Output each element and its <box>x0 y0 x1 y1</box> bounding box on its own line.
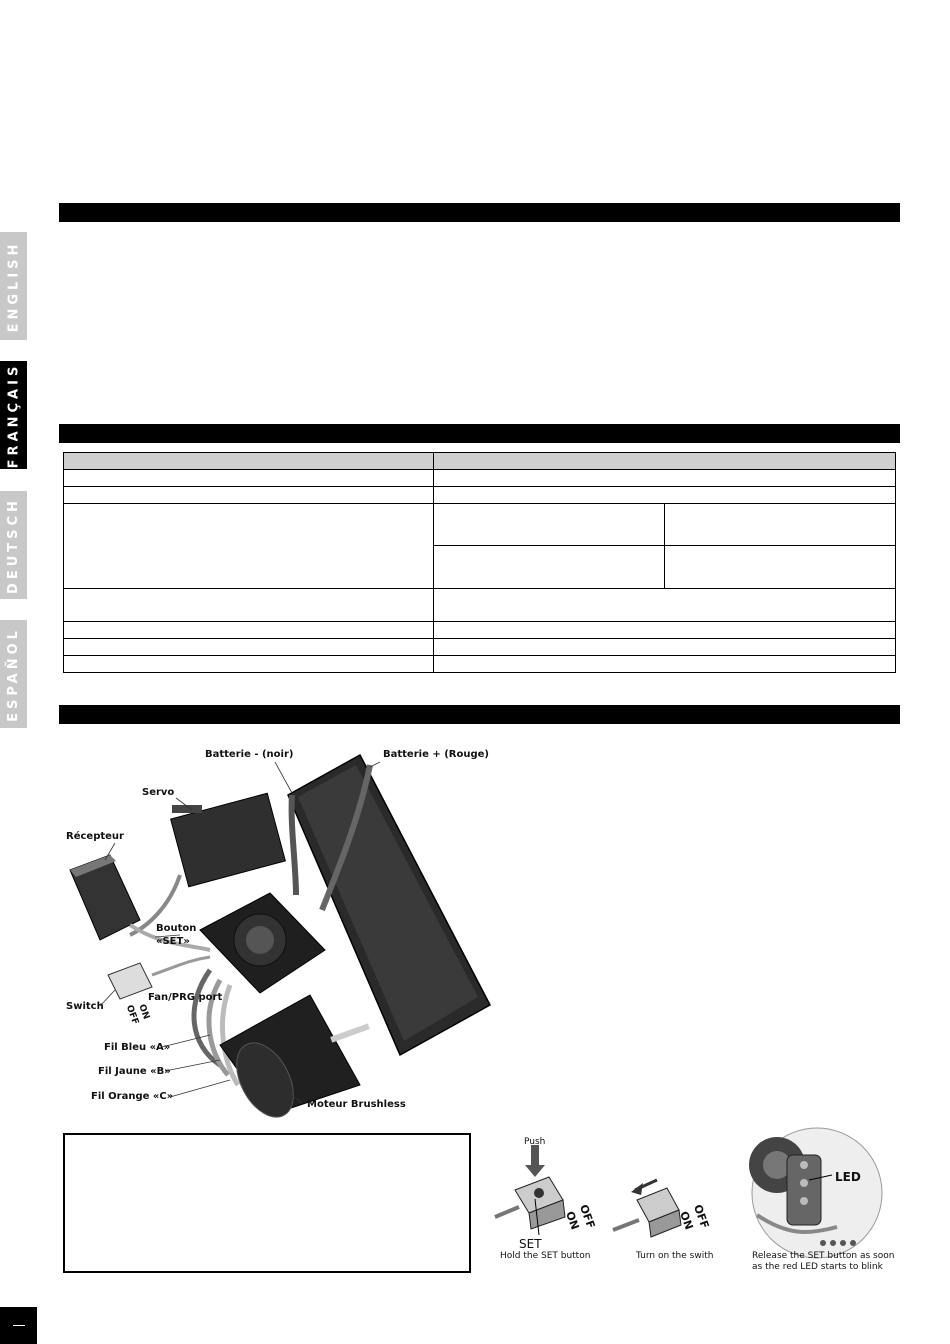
table-cell <box>665 546 896 589</box>
wiring-diagram <box>60 735 500 1120</box>
table-cell <box>434 656 896 673</box>
label-push: Push <box>524 1137 546 1147</box>
label-battery-neg: Batterie - (noir) <box>205 749 294 760</box>
step1-illustration <box>495 1145 565 1235</box>
label-led: LED <box>835 1170 861 1184</box>
label-motor: Moteur Brushless <box>307 1099 406 1110</box>
table-cell <box>64 639 434 656</box>
switch <box>108 963 152 999</box>
label-step1-off: OFF <box>576 1202 598 1231</box>
side-tab-francais-label: FRANÇAIS <box>6 362 22 468</box>
label-wire-blue: Fil Bleu «A» <box>104 1042 171 1053</box>
label-set-button-2: «SET» <box>156 936 190 947</box>
page-number-block <box>0 1307 37 1344</box>
table-cell <box>434 589 896 622</box>
side-tab-francais[interactable] <box>0 361 27 469</box>
label-switch-off: OFF <box>123 1003 141 1027</box>
receiver <box>70 855 140 940</box>
side-tab-english-label: ENGLISH <box>6 240 22 332</box>
table-cell <box>665 504 896 546</box>
table-cell <box>64 622 434 639</box>
page-number-dash <box>13 1325 25 1326</box>
step3-illustration <box>749 1128 882 1258</box>
table-cell <box>434 546 665 589</box>
side-tab-deutsch[interactable] <box>0 491 27 599</box>
label-switch-on: ON <box>136 1003 151 1021</box>
side-tab-english[interactable] <box>0 232 27 340</box>
table-row <box>64 487 896 504</box>
side-tab-espanol-label: ESPAÑOL <box>6 626 22 722</box>
spec-table <box>63 452 896 673</box>
table-row <box>64 470 896 487</box>
label-servo: Servo <box>142 787 175 798</box>
table-row <box>64 639 896 656</box>
table-cell <box>434 470 896 487</box>
label-wire-orange: Fil Orange «C» <box>91 1091 174 1102</box>
label-step1: Hold the SET button <box>500 1251 591 1261</box>
table-header-cell <box>434 453 896 470</box>
label-set: SET <box>519 1237 542 1251</box>
label-fan-port: Fan/PRG port <box>148 992 223 1003</box>
table-cell <box>64 487 434 504</box>
label-step2-off: OFF <box>690 1202 712 1231</box>
table-cell <box>64 656 434 673</box>
table-cell <box>434 622 896 639</box>
table-cell <box>64 504 434 589</box>
table-cell <box>434 487 896 504</box>
section-bar-3 <box>59 705 900 724</box>
table-header-row <box>64 453 896 470</box>
section-bar-2 <box>59 424 900 443</box>
side-tab-deutsch-label: DEUTSCH <box>6 496 22 594</box>
table-row <box>64 656 896 673</box>
section-bar-1 <box>59 203 900 222</box>
label-battery-pos: Batterie + (Rouge) <box>383 749 489 760</box>
table-header-cell <box>64 453 434 470</box>
note-box <box>63 1133 471 1273</box>
label-step2: Turn on the swith <box>636 1251 714 1261</box>
table-cell <box>434 639 896 656</box>
table-cell <box>64 470 434 487</box>
side-tab-espanol[interactable] <box>0 620 27 728</box>
table-row <box>64 622 896 639</box>
table-row <box>64 504 896 546</box>
label-wire-yellow: Fil Jaune «B» <box>98 1066 171 1077</box>
table-cell <box>434 504 665 546</box>
label-step3-line1: Release the SET button as soon <box>752 1251 895 1261</box>
switch-lead <box>152 957 210 975</box>
label-receiver: Récepteur <box>66 831 124 842</box>
table-row <box>64 589 896 622</box>
label-switch: Switch <box>66 1001 104 1012</box>
label-step3-line2: as the red LED starts to blink <box>752 1262 883 1272</box>
table-cell <box>64 589 434 622</box>
label-step1-on: ON <box>562 1209 582 1232</box>
step2-illustration <box>613 1180 681 1237</box>
label-step2-on: ON <box>676 1209 696 1232</box>
esc <box>200 893 325 993</box>
label-set-button-1: Bouton <box>156 923 197 934</box>
